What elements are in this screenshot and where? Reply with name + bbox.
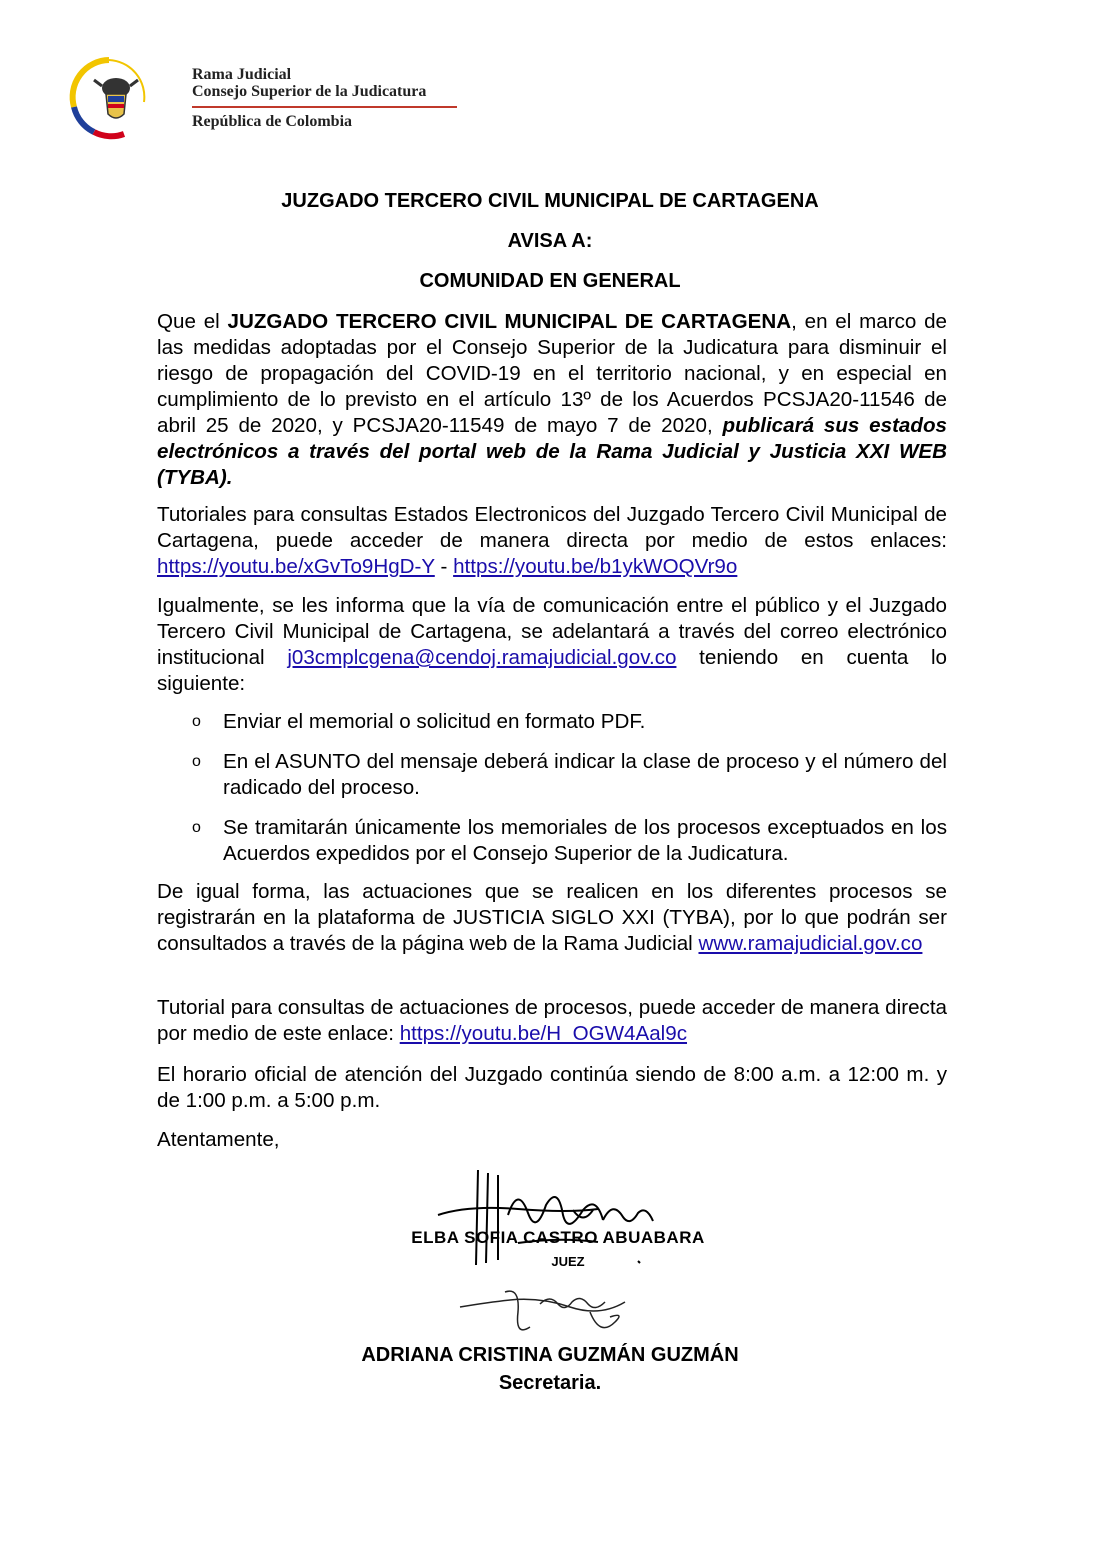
header-line-3: República de Colombia bbox=[192, 113, 353, 130]
p1-court-name: JUZGADO TERCERO CIVIL MUNICIPAL DE CARTAGENA bbox=[227, 310, 792, 333]
p5-text: Tutorial para consultas de actuaciones de procesos, puede acceder de manera directa por medio de este enlace: bbox=[157, 996, 947, 1045]
bullet-text: En el ASUNTO del mensaje deberá indicar la clase de proceso y el número del radicado del proceso. bbox=[223, 750, 947, 799]
bullet-text: Enviar el memorial o solicitud en formato PDF. bbox=[223, 710, 646, 733]
judge-role: JUEZ bbox=[551, 1254, 585, 1269]
list-item bbox=[192, 709, 947, 735]
header-line-2: Consejo Superior de la Judicatura bbox=[192, 83, 427, 100]
document-title: JUZGADO TERCERO CIVIL MUNICIPAL DE CARTAGENA bbox=[281, 190, 819, 212]
list-item bbox=[192, 815, 947, 867]
header-line-1: Rama Judicial bbox=[192, 66, 292, 83]
p2-text: Tutoriales para consultas Estados Electronicos del Juzgado Tercero Civil Municipal de Cartagena, puede acceder de manera directa por medio de estos enlaces: bbox=[157, 503, 947, 552]
p3-text: Igualmente, se les informa que la vía de comunicación entre el público y el Juzgado Tercero Civil Municipal de Cartagena, se adelantará a través del correo electrónico institucional bbox=[157, 594, 947, 669]
youtube-link-3[interactable]: https://youtu.be/H_OGW4Aal9c bbox=[399, 1022, 688, 1045]
judge-name: ELBA SOFIA CASTRO ABUABARA bbox=[411, 1228, 705, 1247]
paragraph-2 bbox=[157, 502, 947, 580]
closing: Atentamente, bbox=[157, 1128, 280, 1151]
header-rule bbox=[192, 106, 457, 108]
bullet-marker: o bbox=[192, 713, 201, 730]
secretary-signature bbox=[450, 1282, 650, 1342]
youtube-link-1[interactable]: https://youtu.be/xGvTo9HgD-Y bbox=[157, 555, 435, 578]
avisa-heading: AVISA A: bbox=[507, 230, 593, 252]
paragraph-4 bbox=[157, 879, 947, 957]
rama-judicial-link[interactable]: www.ramajudicial.gov.co bbox=[698, 932, 923, 955]
p1-emphasis: publicará sus estados electrónicos a través del portal web de la Rama Judicial y Justicia XXI WEB (TYBA). bbox=[157, 414, 947, 489]
p1-body: , en el marco de las medidas adoptadas por el Consejo Superior de la Judicatura para disminuir el riesgo de propagación del COVID-19 en el territorio nacional, y en especial en cumplimiento de lo previsto en el artículo 13º de los Acuerdos PCSJA20-11546 de abril 25 de 2020, y PCSJA20-11549 de mayo 7 de 2020, bbox=[157, 310, 947, 437]
list-item bbox=[192, 749, 947, 801]
p4-text: De igual forma, las actuaciones que se realicen en los diferentes procesos se registrarán en la plataforma de JUSTICIA SIGLO XXI (TYBA), por lo que podrán ser consultados a través de la página web de la Rama Judicial bbox=[157, 880, 947, 955]
p1-pre: Que el bbox=[157, 310, 228, 333]
audience-heading: COMUNIDAD EN GENERAL bbox=[419, 270, 681, 292]
bullet-text: Se tramitarán únicamente los memoriales de los procesos exceptuados en los Acuerdos expedidos por el Consejo Superior de la Judicatura. bbox=[223, 816, 947, 865]
secretary-name: ADRIANA CRISTINA GUZMÁN GUZMÁN bbox=[361, 1344, 739, 1366]
bullet-marker: o bbox=[192, 819, 201, 836]
p2-separator: - bbox=[434, 555, 454, 578]
bullet-list bbox=[192, 709, 947, 867]
paragraph-6: El horario oficial de atención del Juzgado continúa siendo de 8:00 a.m. a 12:00 m. y de 1:00 p.m. a 5:00 p.m. bbox=[157, 1063, 947, 1112]
email-link[interactable]: j03cmplcgena@cendoj.ramajudicial.gov.co bbox=[287, 646, 677, 669]
secretary-role: Secretaria. bbox=[498, 1372, 602, 1394]
paragraph-5 bbox=[157, 995, 947, 1047]
youtube-link-2[interactable]: https://youtu.be/b1ykWOQVr9o bbox=[453, 555, 738, 578]
header-text bbox=[192, 66, 457, 132]
paragraph-3 bbox=[157, 593, 947, 697]
rama-judicial-logo bbox=[64, 52, 154, 142]
paragraph-1 bbox=[157, 309, 947, 491]
bullet-marker: o bbox=[192, 753, 201, 770]
p3-tail: teniendo en cuenta lo siguiente: bbox=[157, 646, 948, 695]
